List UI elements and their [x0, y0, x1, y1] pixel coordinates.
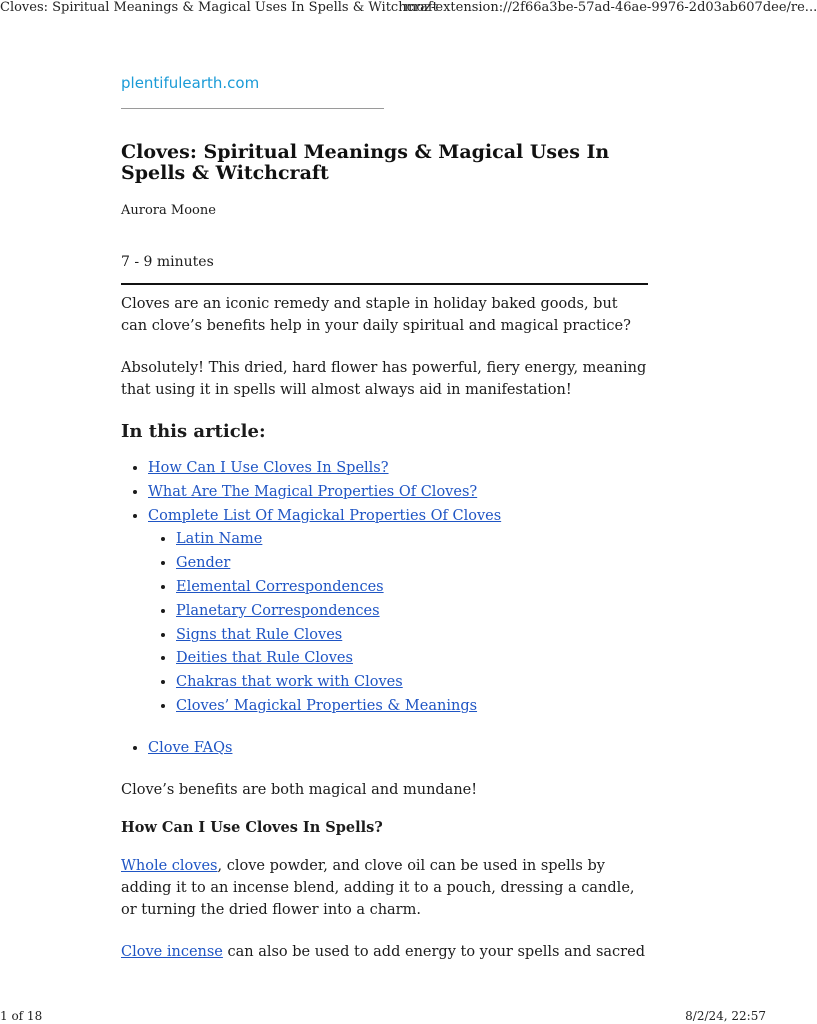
intro-paragraph: Cloves are an iconic remedy and staple in holiday baked goods, but can clove’s benefits help in your daily spiritual and magical practice? [121, 296, 631, 334]
toc-link-deities[interactable]: Deities that Rule Cloves [176, 650, 353, 667]
print-footer [0, 1008, 768, 1024]
toc-item [148, 457, 648, 481]
article-body [121, 293, 648, 963]
toc-subitem [176, 695, 648, 719]
toc-subitem [176, 647, 648, 671]
toc-heading: In this article: [121, 421, 266, 442]
toc-sublist [148, 528, 648, 718]
toc-item [148, 737, 648, 761]
print-header-url: moz-extension://2f66a3be-57ad-46ae-9976-2d03ab607dee/re... [404, 0, 817, 15]
toc-link-complete-list[interactable]: Complete List Of Magickal Properties Of Cloves [148, 507, 502, 524]
toc-link-gender[interactable]: Gender [176, 555, 231, 572]
toc-subitem [176, 576, 648, 600]
article-title: Cloves: Spiritual Meanings & Magical Uses In Spells & Witchcraft [121, 141, 610, 184]
article-author: Aurora Moone [121, 203, 216, 218]
toc-item [148, 481, 648, 505]
body-paragraph [121, 855, 648, 921]
benefits-paragraph: Clove’s benefits are both magical and mundane! [121, 781, 478, 798]
toc-link-planetary[interactable]: Planetary Correspondences [176, 602, 380, 619]
toc-link-chakras[interactable]: Chakras that work with Cloves [176, 674, 403, 691]
body-text: , clove powder, and clove oil can be used in spells by adding it to an incense blend, adding it to a pouch, dressing a candle, or turning the dried flower into a charm. [121, 857, 635, 918]
toc-subitem [176, 528, 648, 552]
toc-link-signs[interactable]: Signs that Rule Cloves [176, 626, 343, 643]
clove-incense-link[interactable]: Clove incense [121, 943, 223, 960]
toc-subitem [176, 600, 648, 624]
print-header-title: Cloves: Spiritual Meanings & Magical Uses In Spells & Witchcraft [0, 0, 438, 15]
page-number: 1 of 18 [0, 1009, 43, 1023]
body-text: can also be used to add energy to your spells and sacred [222, 943, 645, 960]
toc-subitem [176, 624, 648, 648]
body-paragraph [121, 941, 648, 963]
site-divider [121, 108, 384, 109]
toc-subitem [176, 671, 648, 695]
toc-link-magical-properties[interactable]: What Are The Magical Properties Of Cloves? [148, 483, 478, 500]
intro-paragraph: Absolutely! This dried, hard flower has powerful, fiery energy, meaning that using it in spells will almost always aid in manifestation! [121, 360, 647, 398]
read-time: 7 - 9 minutes [121, 254, 214, 270]
table-of-contents [121, 457, 648, 761]
print-datetime: 8/2/24, 22:57 [685, 1009, 766, 1023]
toc-link-latin-name[interactable]: Latin Name [176, 531, 263, 548]
section-heading: How Can I Use Cloves In Spells? [121, 818, 383, 836]
toc-link-use-cloves[interactable]: How Can I Use Cloves In Spells? [148, 460, 389, 476]
whole-cloves-link[interactable]: Whole cloves [121, 857, 218, 874]
toc-link-elemental[interactable]: Elemental Correspondences [176, 578, 384, 595]
toc-link-faqs[interactable]: Clove FAQs [148, 739, 233, 756]
toc-link-meanings[interactable]: Cloves’ Magickal Properties & Meanings [176, 697, 478, 714]
site-link[interactable]: plentifulearth.com [121, 74, 260, 92]
print-header [0, 0, 817, 16]
toc-subitem [176, 552, 648, 576]
toc-item [148, 505, 648, 719]
header-divider [121, 283, 648, 285]
